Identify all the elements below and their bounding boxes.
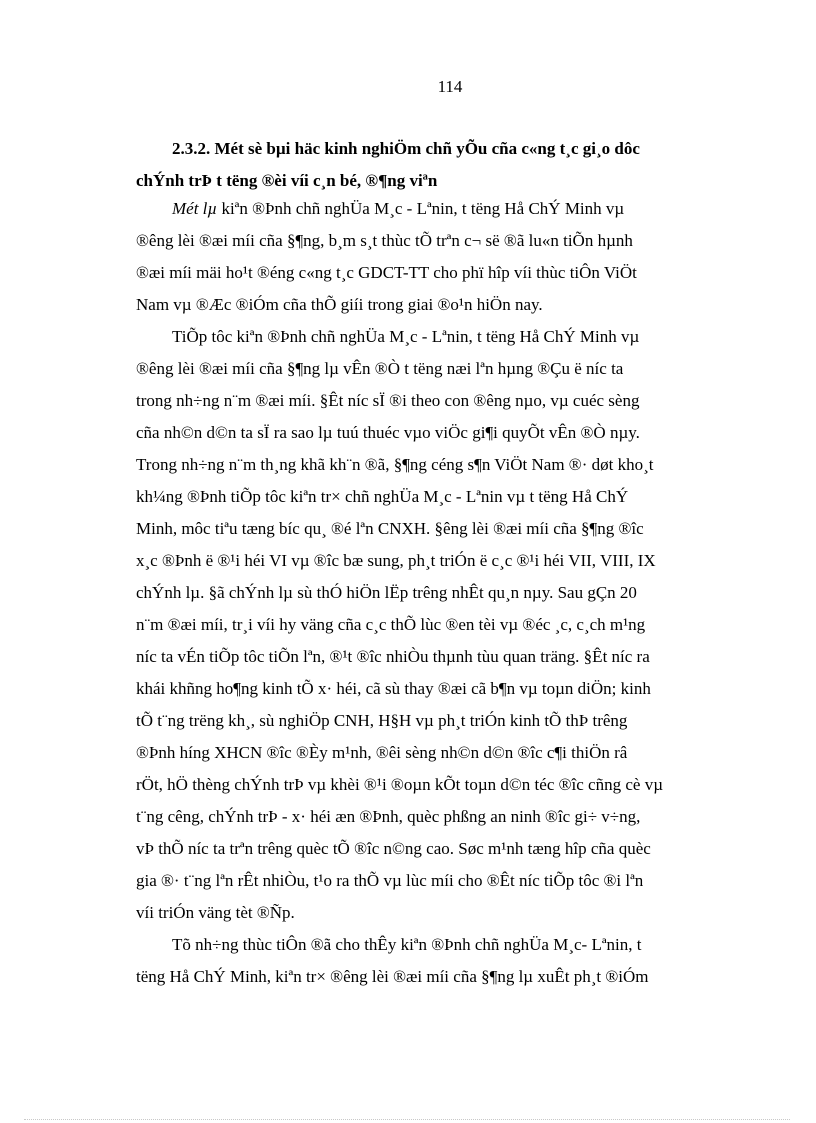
paragraph-2-line: TiÕp tôc kiªn ®Þnh chñ nghÜa M¸c - Lªnin, t tëng Hå ChÝ Minh vµ: [172, 327, 640, 346]
paragraph-2-line: ®êng lèi ®æi míi cña §¶ng lµ vÊn ®Ò t tëng næi lªn hµng ®Çu ë níc ta: [136, 359, 624, 378]
paragraph-3-line: Tõ nh÷ng thùc tiÔn ®ã cho thÊy kiªn ®Þnh chñ nghÜa M¸c- Lªnin, t: [172, 935, 642, 954]
paragraph-1-line: [136, 193, 768, 225]
paragraph-2-line: n¨m ®æi míi, tr¸i víi hy väng cña c¸c thÕ lùc ®en tèi vµ ®éc ¸c, c¸ch m¹ng: [136, 615, 646, 634]
paragraph-1-line: Nam vµ ®Æc ®iÓm cña thÕ giíi trong giai ®o¹n hiÖn nay.: [136, 295, 543, 314]
paragraph-2-line: Minh, môc tiªu tæng bíc qu¸ ®é lªn CNXH. §êng lèi ®æi míi cña §¶ng ®îc: [136, 519, 644, 538]
paragraph-2-line: t¨ng cêng, chÝnh trÞ - x· héi æn ®Þnh, quèc phßng an ninh ®îc gi÷ v÷ng,: [136, 807, 641, 826]
lead-italic-phrase: Mét lµ: [172, 199, 218, 218]
paragraph-2-line: gia ®· t¨ng lªn rÊt nhiÒu, t¹o ra thÕ vµ lùc míi cho ®Êt níc tiÕp tôc ®i lªn: [136, 871, 644, 890]
paragraph-2-line: níc ta vÉn tiÕp tôc tiÕn lªn, ®¹t ®îc nhiÒu thµnh tùu quan träng. §Êt níc ra: [136, 647, 650, 666]
paragraph-2-line: víi triÓn väng tèt ®Ñp.: [136, 903, 295, 922]
paragraph-3-line: tëng Hå ChÝ Minh, kiªn tr× ®êng lèi ®æi míi cña §¶ng lµ xuÊt ph¸t ®iÓm: [136, 967, 649, 986]
body-text: [136, 193, 768, 993]
section-heading-line-1: 2.3.2. Mét sè bµi häc kinh nghiÖm chñ yÕu cña c«ng t¸c gi¸o dôc: [172, 139, 640, 158]
paragraph-2-line: kh¼ng ®Þnh tiÕp tôc kiªn tr× chñ nghÜa M¸c - Lªnin vµ t tëng Hå ChÝ: [136, 487, 629, 506]
section-heading-line-2: chÝnh trÞ t tëng ®èi víi c¸n bé, ®¶ng viªn: [136, 171, 438, 190]
section-heading: [136, 133, 776, 197]
paragraph-2-line: cña nh©n d©n ta sÏ ra sao lµ tuú thuéc vµo viÖc gi¶i quyÕt vÊn ®Ò nµy.: [136, 423, 640, 442]
paragraph-2-line: Trong nh÷ng n¨m th¸ng khã kh¨n ®ã, §¶ng céng s¶n ViÖt Nam ®· døt kho¸t: [136, 455, 654, 474]
paragraph-2-line: rÖt, hÖ thèng chÝnh trÞ vµ khèi ®¹i ®oµn kÕt toµn d©n téc ®îc cñng cè vµ: [136, 775, 663, 794]
page-bottom-divider: [24, 1119, 790, 1120]
paragraph-1-line-1-text: kiªn ®Þnh chñ nghÜa M¸c - Lªnin, t tëng Hå ChÝ Minh vµ: [217, 199, 625, 218]
paragraph-2-line: chÝnh lµ. §ã chÝnh lµ sù thÓ hiÖn lËp trêng nhÊt qu¸n nµy. Sau gÇn 20: [136, 583, 637, 602]
paragraph-2-line: trong nh÷ng n¨m ®æi míi. §Êt níc sÏ ®i theo con ®êng nµo, vµ cuéc sèng: [136, 391, 640, 410]
paragraph-2-line: x¸c ®Þnh ë ®¹i héi VI vµ ®îc bæ sung, ph¸t triÓn ë c¸c ®¹i héi VII, VIII, IX: [136, 551, 656, 570]
paragraph-2-line: khái khñng ho¶ng kinh tÕ x· héi, cã sù thay ®æi cã b¶n vµ toµn diÖn; kinh: [136, 679, 651, 698]
page-number: 114: [437, 77, 463, 96]
paragraph-1-line: ®êng lèi ®æi míi cña §¶ng, b¸m s¸t thùc tÕ trªn c¬ së ®ã lu«n tiÕn hµnh: [136, 231, 633, 250]
paragraph-1-line: ®æi míi mäi ho¹t ®éng c«ng t¸c GDCT-TT cho phï hîp víi thùc tiÔn ViÖt: [136, 263, 637, 282]
paragraph-2-line: vÞ thÕ níc ta trªn trêng quèc tÕ ®îc n©ng cao. Søc m¹nh tæng hîp cña quèc: [136, 839, 651, 858]
paragraph-2-line: tÕ t¨ng trëng kh¸, sù nghiÖp CNH, H§H vµ ph¸t triÓn kinh tÕ thÞ trêng: [136, 711, 628, 730]
paragraph-2-line: ®Þnh híng XHCN ®îc ®Èy m¹nh, ®êi sèng nh©n d©n ®îc c¶i thiÖn râ: [136, 743, 628, 762]
